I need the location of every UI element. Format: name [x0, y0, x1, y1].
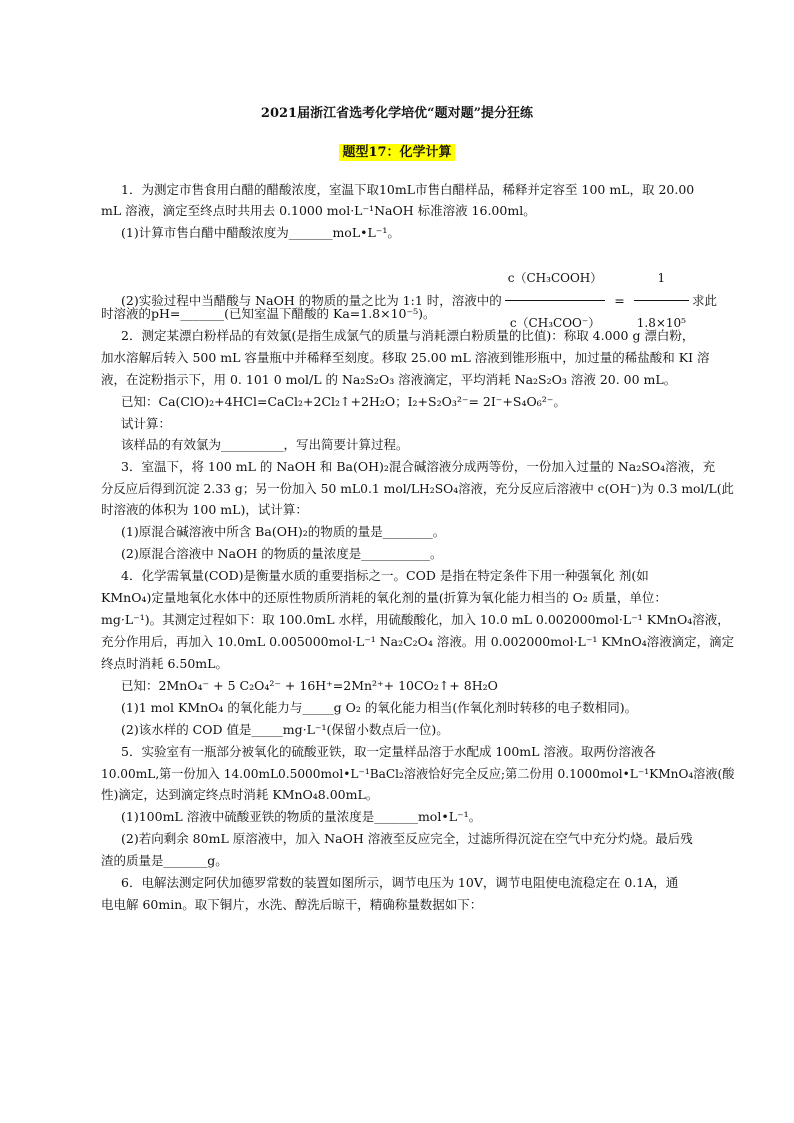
q5-line1: 5．实验室有一瓶部分被氧化的硫酸亚铁，取一定量样品溶于水配成 100mL 溶液。取两份溶液各: [121, 744, 656, 759]
q1-line2: mL 溶液，滴定至终点时共用去 0.1000 mol·L⁻¹NaOH 标准溶液 16.00ml。: [101, 203, 536, 218]
q3-line5: (2)原混合溶液中 NaOH 的物质的量浓度是___________。: [121, 546, 443, 561]
q6-line2: 电电解 60min。取下铜片，水洗、醇洗后晾干，精确称量数据如下：: [101, 897, 483, 912]
q6-line1: 6．电解法测定阿伏加德罗常数的装置如图所示，调节电压为 10V，调节电阻使电流稳定在 0.1A，通: [121, 875, 679, 890]
q2-line5: 试计算：: [121, 416, 172, 431]
q5-line3: 性)滴定，达到滴定终点时消耗 KMnO₄8.00mL。: [101, 787, 379, 802]
highlighted-sub-title: 题型17：化学计算: [339, 144, 454, 161]
q4-line3: mg·L⁻¹)。其测定过程如下：取 100.0mL 水样，用硫酸酸化，加入 10.0 mL 0.002000mol·L⁻¹ KMnO₄溶液，: [101, 612, 730, 627]
q5-line2: 10.00mL,第一份加入 14.00mL0.5000mol•L⁻¹BaCl₂溶液恰好完全反应;第二份用 0.1000mol•L⁻¹KMnO₄溶液(酸: [101, 766, 735, 781]
q2-line4: 已知：Ca(ClO)₂+4HCl=CaCl₂+2Cl₂↑+2H₂O；I₂+S₂O₃²⁻= 2I⁻+S₄O₆²⁻。: [121, 394, 566, 409]
q1-line3: (1)计算市售白醋中醋酸浓度为_______moL•L⁻¹。: [121, 225, 400, 240]
q3-line4: (1)原混合碱溶液中所含 Ba(OH)₂的物质的量是________。: [121, 524, 446, 539]
q2-line1: 2．测定某漂白粉样品的有效氯(是指生成氯气的质量与消耗漂白粉质量的比值)：称取 4.000 g 漂白粉，: [121, 328, 695, 343]
ratio-numerator: c（CH₃COOH）: [505, 258, 606, 301]
ratio-denominator: c（CH₃COO⁻）: [509, 316, 601, 330]
q4-line6: 已知：2MnO₄⁻ + 5 C₂O₄²⁻ + 16H⁺=2Mn²⁺+ 10CO₂↑+ 8H₂O: [121, 678, 498, 693]
q4-line4: 充分作用后，再加入 10.0mL 0.005000mol·L⁻¹ Na₂C₂O₄ 溶液。用 0.002000mol·L⁻¹ KMnO₄溶液滴定，滴定: [101, 634, 735, 649]
q4-line8: (2)该水样的 COD 值是_____mg·L⁻¹(保留小数点后一位)。: [121, 722, 449, 737]
q3-line1: 3．室温下，将 100 mL 的 NaOH 和 Ba(OH)₂混合碱溶液分成两等份，一份加入过量的 Na₂SO₄溶液，充: [121, 459, 716, 474]
sub-title: [0, 141, 794, 160]
q4-line1: 4．化学需氧量(COD)是衡量水质的重要指标之一。COD 是指在特定条件下用一种强氧化 剂(如: [121, 568, 649, 583]
value-numerator: 1: [634, 258, 689, 301]
q4-line2: KMnO₄)定量地氧化水体中的还原性物质所消耗的氧化剂的量(折算为氧化能力相当的 O₂ 质量，单位：: [101, 590, 667, 605]
q2-line3: 液，在淀粉指示下，用 0. 101 0 mol/L 的 Na₂S₂O₃ 溶液滴定，平均消耗 Na₂S₂O₃ 溶液 20. 00 mL。: [101, 372, 677, 387]
q1-line1: 1．为测定市售食用白醋的醋酸浓度，室温下取10mL市售白醋样品，稀释并定容至 100 mL，取 20.00: [121, 182, 695, 197]
q5-line5: (2)若向剩余 80mL 原溶液中，加入 NaOH 溶液至反应完全，过滤所得沉淀在空气中充分灼烧。最后残: [121, 831, 693, 846]
q1-line5: 时溶液的pH=_______(已知室温下醋酸的 Ka=1.8×10⁻⁵)。: [101, 306, 436, 321]
q3-line3: 时溶液的体积为 100 mL)，试计算：: [101, 502, 308, 517]
q4-line5: 终点时消耗 6.50mL。: [101, 656, 228, 671]
q5-line4: (1)100mL 溶液中硫酸亚铁的物质的量浓度是_______mol•L⁻¹。: [121, 809, 482, 824]
main-title: 2021届浙江省选考化学培优“题对题”提分狂练: [260, 106, 534, 121]
q1-line4-text: (2)实验过程中当醋酸与 NaOH 的物质的量之比为 1:1 时，溶液中的: [121, 292, 502, 308]
q5-line6: 渣的质量是_______g。: [101, 853, 228, 868]
q2-line2: 加水溶解后转入 500 mL 容量瓶中并稀释至刻度。移取 25.00 mL 溶液到锥形瓶中，加过量的稀盐酸和 KI 溶: [101, 350, 710, 365]
equals-sign: =: [614, 292, 625, 308]
q3-line2: 分反应后得到沉淀 2.33 g；另一份加入 50 mL0.1 mol/LH₂SO₄溶液，充分反应后溶液中 c(OH⁻)为 0.3 mol/L(此: [101, 481, 734, 496]
q2-line6: 该样品的有效氯为__________，写出简要计算过程。: [121, 437, 409, 452]
value-denominator: 1.8×10⁵: [636, 316, 686, 330]
q1-line4-tail: 求此: [691, 292, 717, 308]
q4-line7: (1)1 mol KMnO₄ 的氧化能力与_____g O₂ 的氧化能力相当(作氧化剂时转移的电子数相同)。: [121, 700, 638, 715]
